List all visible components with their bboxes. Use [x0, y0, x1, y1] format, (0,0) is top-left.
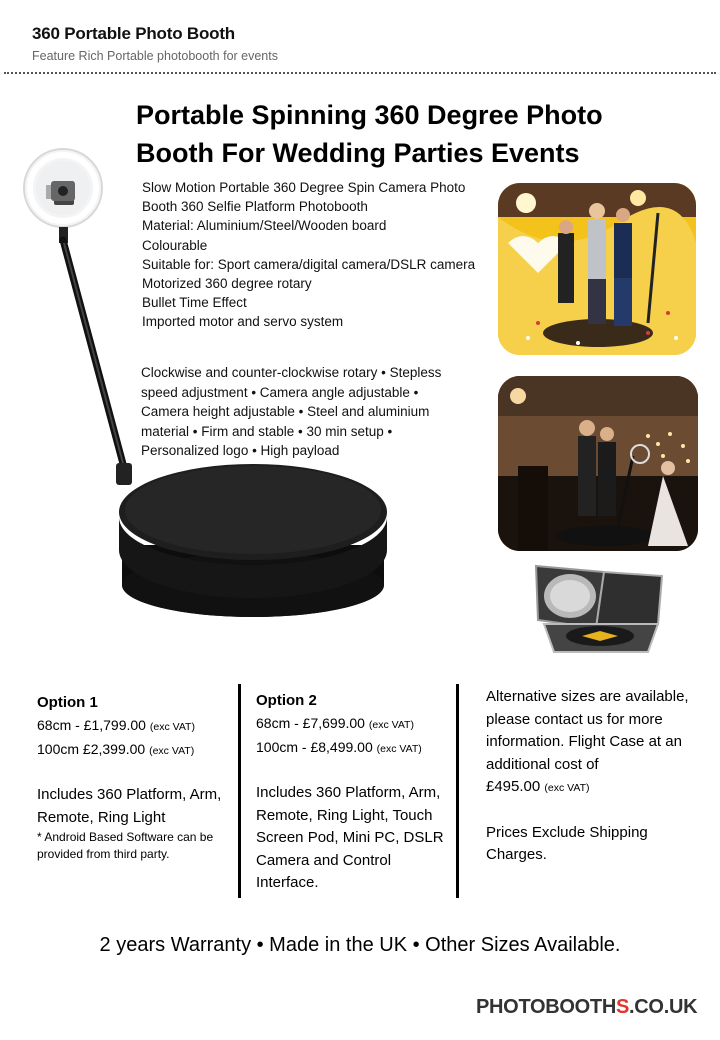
alternative-sizes [486, 686, 696, 867]
brand-logo [476, 996, 697, 1019]
option-1 [37, 692, 232, 863]
dotted-divider [4, 72, 716, 74]
column-divider [456, 684, 459, 898]
option-1-price-100 [37, 738, 232, 762]
option-2-includes: Includes 360 Platform, Arm, Remote, Ring Light, Touch Screen Pod, Mini PC, DSLR Camera and Control Interface. [256, 784, 444, 891]
vat-note: (exc VAT) [544, 782, 590, 794]
vat-note: (exc VAT) [149, 721, 195, 733]
feature-item: Motorized 360 degree rotary [142, 276, 312, 292]
flight-case-image [530, 562, 670, 658]
logo-part: PHOTOBOOTH [476, 996, 616, 1018]
column-divider [238, 684, 241, 898]
shipping-note: Prices Exclude Shipping Charges. [486, 823, 648, 863]
price-value: £495.00 [486, 778, 541, 795]
vat-note: (exc VAT) [368, 719, 414, 731]
photo-booth-image [18, 135, 388, 635]
option-2-price-100 [256, 736, 451, 760]
option-2-price-68 [256, 712, 451, 736]
bullet-features: Clockwise and counter-clockwise rotary • Stepless speed adjustment • Camera angle adjustable • Camera height adjustable • Steel and aluminium material • Firm and stable • 30 min setup • Personalized logo • High payload [141, 365, 442, 458]
option-2 [256, 690, 451, 895]
logo-part: .CO.UK [629, 996, 698, 1018]
option-2-title: Option 2 [256, 692, 317, 709]
alternative-text: Alternative sizes are available, please contact us for more information. Flight Case at an additional cost of [486, 688, 689, 773]
option-1-includes: Includes 360 Platform, Arm, Remote, Ring Light [37, 786, 222, 826]
price-value: 68cm - £7,699.00 [256, 715, 365, 731]
page-title: Portable Spinning 360 Degree Photo Booth For Wedding Parties Events [136, 100, 603, 168]
vat-note: (exc VAT) [376, 743, 422, 755]
logo-accent: S [615, 996, 630, 1018]
feature-item: Imported motor and servo system [142, 314, 344, 330]
header [32, 24, 278, 63]
price-value: 100cm - £8,499.00 [256, 739, 373, 755]
flight-case-price [486, 776, 696, 800]
price-value: 100cm £2,399.00 [37, 741, 146, 757]
feature-item: Suitable for: Sport camera/digital camera/DSLR camera [142, 256, 476, 272]
option-1-title: Option 1 [37, 694, 98, 711]
option-1-note: * Android Based Software can be provided from third party. [37, 830, 214, 861]
vat-note: (exc VAT) [149, 745, 195, 757]
event-photo-dark [498, 376, 698, 551]
footer-tagline: 2 years Warranty • Made in the UK • Other Sizes Available. [99, 934, 621, 956]
feature-item: Bullet Time Effect [142, 295, 247, 311]
feature-item: Material: Aluminium/Steel/Wooden board [142, 218, 387, 234]
price-value: 68cm - £1,799.00 [37, 717, 146, 733]
event-photo-yellow [498, 183, 696, 355]
feature-item: Slow Motion Portable 360 Degree Spin Camera Photo Booth 360 Selfie Platform Photobooth [142, 180, 466, 215]
option-1-price-68 [37, 714, 232, 738]
header-subtitle: Feature Rich Portable photobooth for events [32, 49, 278, 63]
feature-item: Colourable [142, 237, 208, 253]
header-title: 360 Portable Photo Booth [32, 24, 235, 43]
